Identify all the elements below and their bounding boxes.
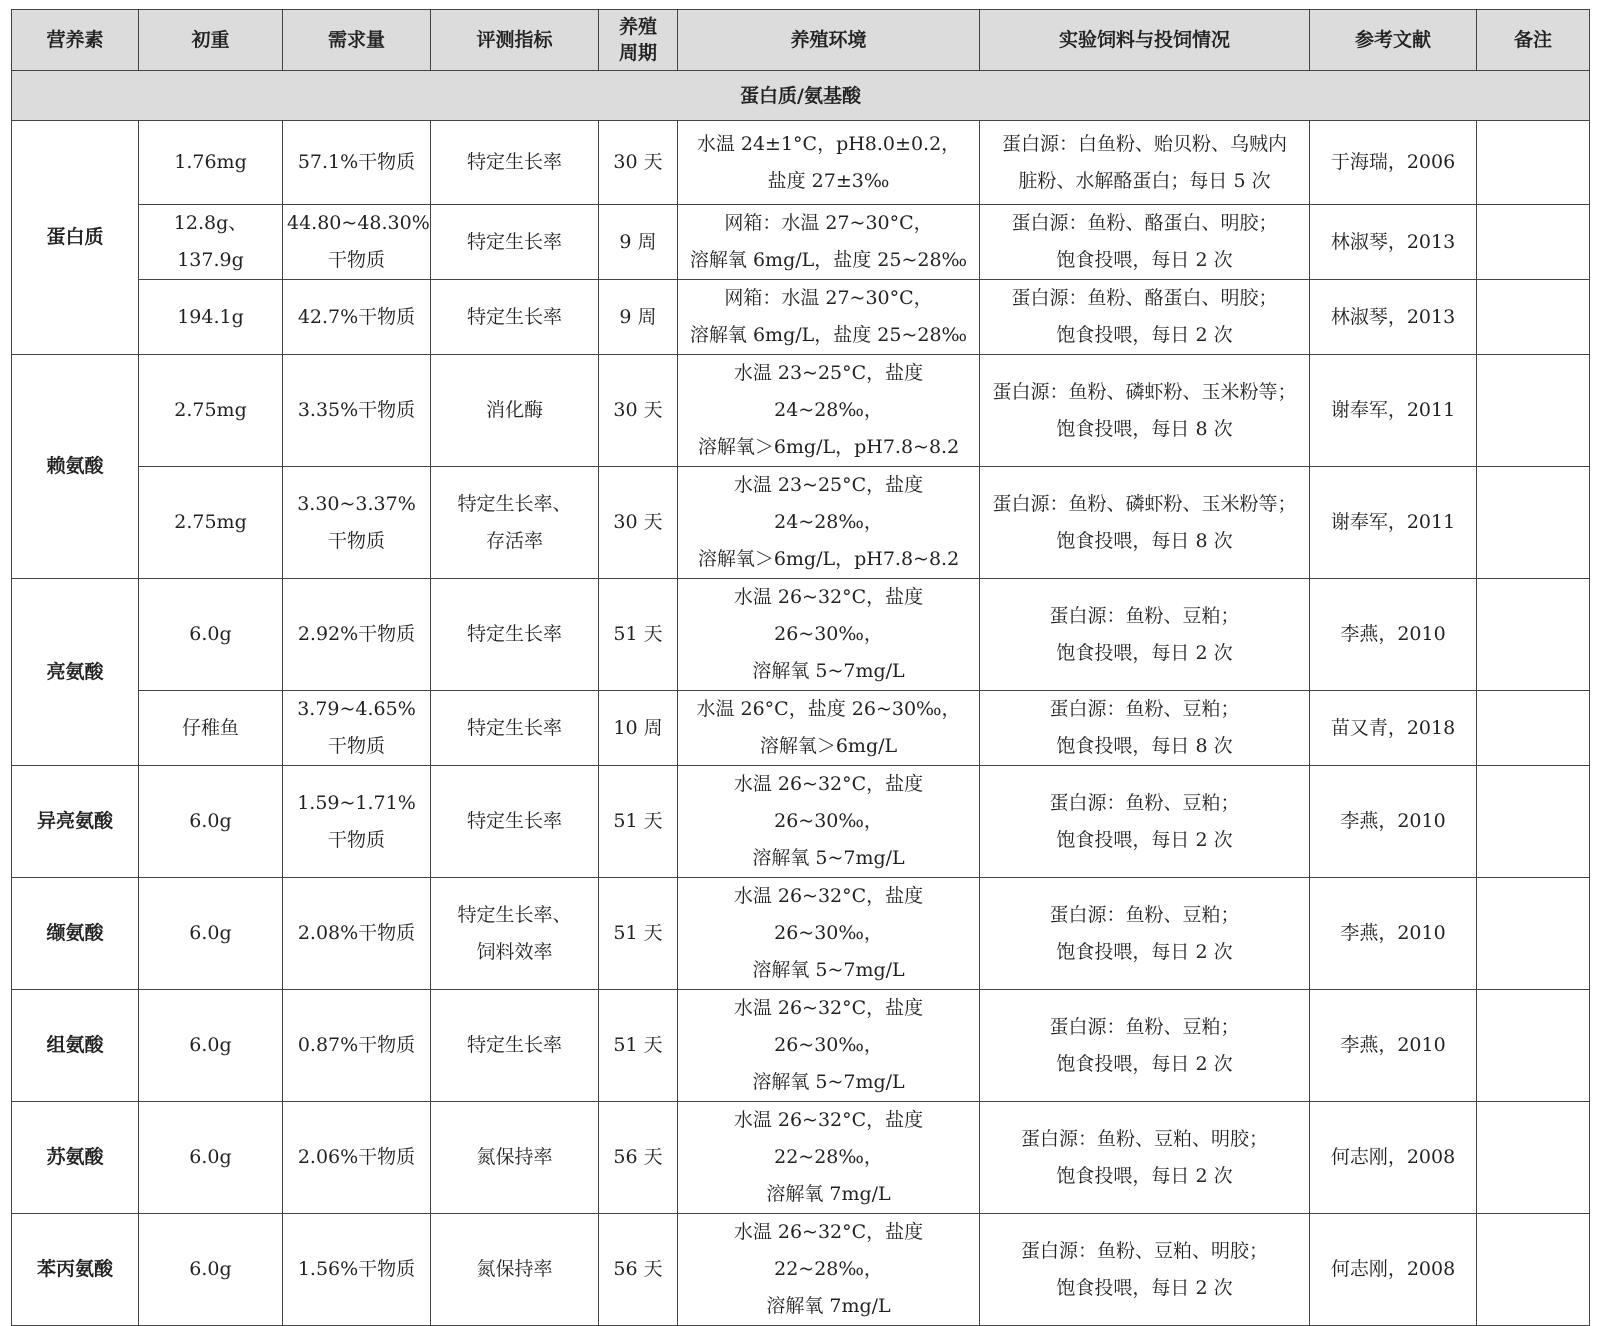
environment-cell <box>678 467 980 579</box>
requirement-cell-line: 1.59~1.71% <box>297 791 416 814</box>
indicator-cell <box>431 878 599 990</box>
environment-cell <box>678 691 980 766</box>
initial-weight-cell: 6.0g <box>139 878 283 990</box>
requirement-cell <box>283 121 431 205</box>
feed-cell <box>980 1214 1310 1326</box>
reference-cell: 李燕，2010 <box>1310 579 1477 691</box>
feed-cell-line: 饱食投喂，每日 8 次 <box>1056 417 1233 440</box>
initial-weight-cell: 6.0g <box>139 990 283 1102</box>
reference-cell: 何志刚，2008 <box>1310 1214 1477 1326</box>
indicator-cell <box>431 280 599 355</box>
nutrient-name: 异亮氨酸 <box>12 766 139 878</box>
environment-cell-line: 水温 26~32°C，盐度 26~30‰， <box>733 997 924 1056</box>
indicator-cell-line: 特定生长率 <box>466 230 562 253</box>
note-cell <box>1477 990 1590 1102</box>
indicator-cell-line: 特定生长率 <box>466 151 562 173</box>
note-cell <box>1477 579 1590 691</box>
requirement-cell <box>283 205 431 280</box>
indicator-cell-line: 特定生长率 <box>466 305 562 328</box>
requirement-cell <box>283 355 431 467</box>
header-reference: 参考文献 <box>1310 10 1477 71</box>
feed-cell <box>980 990 1310 1102</box>
indicator-cell <box>431 1102 599 1214</box>
initial-weight-cell: 6.0g <box>139 766 283 878</box>
table-row <box>12 1102 1590 1214</box>
header-period-line: 养殖 <box>618 16 657 38</box>
header-period <box>599 10 678 71</box>
environment-cell <box>678 990 980 1102</box>
indicator-cell-line: 特定生长率 <box>466 716 562 739</box>
requirement-cell-line: 2.08%干物质 <box>297 922 416 944</box>
reference-cell: 谢奉军，2011 <box>1310 467 1477 579</box>
table-row <box>12 205 1590 280</box>
note-cell <box>1477 878 1590 990</box>
environment-cell-line: 水温 26~32°C，盐度 26~30‰， <box>733 885 924 944</box>
period-cell: 30 天 <box>599 355 678 467</box>
period-cell: 56 天 <box>599 1214 678 1326</box>
requirement-cell-line: 42.7%干物质 <box>297 305 416 328</box>
requirement-cell-line: 2.92%干物质 <box>297 623 416 645</box>
requirement-cell <box>283 1102 431 1214</box>
section-title: 蛋白质/氨基酸 <box>12 71 1590 121</box>
table-row <box>12 467 1590 579</box>
indicator-cell <box>431 691 599 766</box>
table-row <box>12 1214 1590 1326</box>
header-requirement: 需求量 <box>283 10 431 71</box>
feed-cell-line: 蛋白源：鱼粉、豆粕； <box>1049 604 1240 627</box>
requirement-cell-line: 干物质 <box>327 735 385 757</box>
requirement-cell <box>283 691 431 766</box>
environment-cell-line: 水温 24±1°C，pH8.0±0.2， <box>696 132 961 155</box>
feed-cell-line: 蛋白源：鱼粉、酪蛋白、明胶； <box>1011 212 1278 234</box>
note-cell <box>1477 1214 1590 1326</box>
reference-cell: 李燕，2010 <box>1310 878 1477 990</box>
nutrient-name: 组氨酸 <box>12 990 139 1102</box>
reference-cell: 林淑琴，2013 <box>1310 205 1477 280</box>
period-cell: 56 天 <box>599 1102 678 1214</box>
initial-weight-cell: 仔稚鱼 <box>139 691 283 766</box>
nutrient-name: 缬氨酸 <box>12 878 139 990</box>
indicator-cell-line: 特定生长率 <box>466 810 562 832</box>
note-cell <box>1477 280 1590 355</box>
initial-weight-cell: 6.0g <box>139 1102 283 1214</box>
environment-cell-line: 水温 26~32°C，盐度 22~28‰， <box>733 1109 924 1168</box>
reference-cell: 何志刚，2008 <box>1310 1102 1477 1214</box>
nutrient-requirements-table <box>11 9 1590 1326</box>
feed-cell-line: 饱食投喂，每日 8 次 <box>1056 529 1233 552</box>
feed-cell-line: 饱食投喂，每日 2 次 <box>1056 940 1233 963</box>
requirement-cell-line: 干物质 <box>327 828 385 851</box>
header-note: 备注 <box>1477 10 1590 71</box>
environment-cell-line: 溶解氧＞6mg/L <box>759 735 898 757</box>
nutrient-name: 蛋白质 <box>12 121 139 355</box>
environment-cell-line: 溶解氧＞6mg/L，pH7.8~8.2 <box>697 548 960 570</box>
environment-cell <box>678 878 980 990</box>
section-row <box>12 71 1590 121</box>
environment-cell <box>678 579 980 691</box>
period-cell: 9 周 <box>599 205 678 280</box>
requirement-cell <box>283 990 431 1102</box>
initial-weight-cell: 2.75mg <box>139 355 283 467</box>
feed-cell <box>980 205 1310 280</box>
feed-cell-line: 蛋白源：鱼粉、豆粕； <box>1049 698 1240 720</box>
environment-cell <box>678 205 980 280</box>
period-cell: 51 天 <box>599 766 678 878</box>
initial-weight-cell: 194.1g <box>139 280 283 355</box>
requirement-cell-line: 干物质 <box>327 529 385 552</box>
feed-cell-line: 蛋白源：鱼粉、豆粕； <box>1049 903 1240 926</box>
requirement-cell <box>283 878 431 990</box>
period-cell: 30 天 <box>599 467 678 579</box>
feed-cell-line: 蛋白源：白鱼粉、贻贝粉、乌贼内 <box>1001 132 1287 155</box>
requirement-cell-line: 3.35%干物质 <box>297 399 416 421</box>
environment-cell-line: 溶解氧 7mg/L <box>766 1295 891 1317</box>
table-row <box>12 121 1590 205</box>
note-cell <box>1477 691 1590 766</box>
indicator-cell <box>431 205 599 280</box>
table-row <box>12 766 1590 878</box>
environment-cell-line: 溶解氧＞6mg/L，pH7.8~8.2 <box>697 436 960 458</box>
period-cell: 10 周 <box>599 691 678 766</box>
indicator-cell <box>431 766 599 878</box>
environment-cell <box>678 766 980 878</box>
feed-cell-line: 饱食投喂，每日 2 次 <box>1056 641 1233 664</box>
feed-cell <box>980 280 1310 355</box>
feed-cell-line: 蛋白源：鱼粉、磷虾粉、玉米粉等； <box>992 492 1297 515</box>
nutrient-name: 苏氨酸 <box>12 1102 139 1214</box>
initial-weight-cell: 2.75mg <box>139 467 283 579</box>
indicator-cell <box>431 579 599 691</box>
reference-cell: 谢奉军，2011 <box>1310 355 1477 467</box>
period-cell: 9 周 <box>599 280 678 355</box>
feed-cell-line: 饱食投喂，每日 2 次 <box>1056 324 1233 346</box>
feed-cell-line: 蛋白源：鱼粉、豆粕、明胶； <box>1020 1127 1268 1150</box>
header-feed: 实验饲料与投饲情况 <box>980 10 1310 71</box>
environment-cell-line: 溶解氧 5~7mg/L <box>752 660 905 682</box>
indicator-cell-line: 饲料效率 <box>476 940 553 963</box>
table-row <box>12 579 1590 691</box>
reference-cell: 李燕，2010 <box>1310 766 1477 878</box>
environment-cell-line: 网箱：水温 27~30°C， <box>724 287 933 309</box>
environment-cell-line: 水温 23~25°C，盐度 24~28‰， <box>733 362 924 421</box>
note-cell <box>1477 121 1590 205</box>
header-initial-weight: 初重 <box>139 10 283 71</box>
table-row <box>12 280 1590 355</box>
requirement-cell-line: 3.30~3.37% <box>297 492 416 515</box>
environment-cell <box>678 1214 980 1326</box>
note-cell <box>1477 355 1590 467</box>
environment-cell-line: 水温 23~25°C，盐度 24~28‰， <box>733 474 924 533</box>
environment-cell-line: 溶解氧 5~7mg/L <box>752 959 905 981</box>
feed-cell <box>980 467 1310 579</box>
requirement-cell-line: 3.79~4.65% <box>297 698 416 720</box>
reference-cell: 苗又青，2018 <box>1310 691 1477 766</box>
reference-cell: 李燕，2010 <box>1310 990 1477 1102</box>
initial-weight-cell: 6.0g <box>139 1214 283 1326</box>
header-environment: 养殖环境 <box>678 10 980 71</box>
note-cell <box>1477 766 1590 878</box>
initial-weight-cell: 6.0g <box>139 579 283 691</box>
environment-cell-line: 溶解氧 7mg/L <box>766 1183 891 1205</box>
indicator-cell-line: 特定生长率 <box>466 1034 562 1056</box>
reference-cell: 于海瑞，2006 <box>1310 121 1477 205</box>
feed-cell-line: 饱食投喂，每日 2 次 <box>1056 1052 1233 1075</box>
requirement-cell-line: 44.80~48.30% <box>287 212 430 234</box>
environment-cell-line: 溶解氧 5~7mg/L <box>752 847 905 869</box>
requirement-cell <box>283 766 431 878</box>
header-row <box>12 10 1590 71</box>
environment-cell <box>678 280 980 355</box>
requirement-cell <box>283 280 431 355</box>
header-indicator: 评测指标 <box>431 10 599 71</box>
environment-cell-line: 溶解氧 6mg/L，盐度 25~28‰ <box>689 249 968 271</box>
feed-cell <box>980 691 1310 766</box>
feed-cell-line: 饱食投喂，每日 2 次 <box>1056 1164 1233 1187</box>
environment-cell-line: 水温 26~32°C，盐度 26~30‰， <box>733 586 924 645</box>
feed-cell-line: 蛋白源：鱼粉、豆粕； <box>1049 791 1240 814</box>
indicator-cell-line: 氮保持率 <box>476 1146 553 1168</box>
note-cell <box>1477 1102 1590 1214</box>
feed-cell <box>980 878 1310 990</box>
feed-cell <box>980 579 1310 691</box>
feed-cell-line: 饱食投喂，每日 2 次 <box>1056 828 1233 851</box>
indicator-cell-line: 存活率 <box>485 529 543 552</box>
feed-cell <box>980 121 1310 205</box>
requirement-cell <box>283 579 431 691</box>
environment-cell <box>678 121 980 205</box>
environment-cell <box>678 355 980 467</box>
indicator-cell-line: 特定生长率、 <box>457 903 572 926</box>
indicator-cell <box>431 990 599 1102</box>
reference-cell: 林淑琴，2013 <box>1310 280 1477 355</box>
feed-cell-line: 饱食投喂，每日 2 次 <box>1056 1276 1233 1299</box>
header-nutrient: 营养素 <box>12 10 139 71</box>
note-cell <box>1477 205 1590 280</box>
nutrient-name: 赖氨酸 <box>12 355 139 579</box>
requirement-cell-line: 1.56%干物质 <box>297 1258 416 1280</box>
nutrient-name: 亮氨酸 <box>12 579 139 766</box>
indicator-cell-line: 特定生长率、 <box>457 492 572 515</box>
initial-weight-cell: 1.76mg <box>139 121 283 205</box>
environment-cell-line: 溶解氧 6mg/L，盐度 25~28‰ <box>689 324 968 346</box>
requirement-cell-line: 2.06%干物质 <box>297 1146 416 1168</box>
environment-cell-line: 水温 26°C，盐度 26~30‰， <box>696 698 961 720</box>
requirement-cell <box>283 467 431 579</box>
feed-cell-line: 脏粉、水解酪蛋白；每日 5 次 <box>1018 169 1271 192</box>
environment-cell <box>678 1102 980 1214</box>
period-cell: 51 天 <box>599 579 678 691</box>
requirement-cell <box>283 1214 431 1326</box>
table-row <box>12 990 1590 1102</box>
feed-cell <box>980 766 1310 878</box>
feed-cell <box>980 355 1310 467</box>
indicator-cell <box>431 121 599 205</box>
table-row <box>12 691 1590 766</box>
feed-cell-line: 饱食投喂，每日 2 次 <box>1056 249 1233 271</box>
environment-cell-line: 盐度 27±3‰ <box>767 169 890 192</box>
note-cell <box>1477 467 1590 579</box>
indicator-cell-line: 氮保持率 <box>476 1258 553 1280</box>
feed-cell-line: 蛋白源：鱼粉、豆粕、明胶； <box>1020 1239 1268 1262</box>
requirement-cell-line: 干物质 <box>327 249 385 271</box>
requirement-cell-line: 57.1%干物质 <box>297 151 416 173</box>
period-cell: 30 天 <box>599 121 678 205</box>
indicator-cell <box>431 1214 599 1326</box>
indicator-cell-line: 特定生长率 <box>466 623 562 645</box>
environment-cell-line: 网箱：水温 27~30°C， <box>724 212 933 234</box>
table-body <box>12 71 1590 1326</box>
initial-weight-cell: 12.8g、137.9g <box>139 205 283 280</box>
feed-cell-line: 饱食投喂，每日 8 次 <box>1056 735 1233 757</box>
requirement-cell-line: 0.87%干物质 <box>297 1034 416 1056</box>
feed-cell-line: 蛋白源：鱼粉、酪蛋白、明胶； <box>1011 287 1278 309</box>
period-cell: 51 天 <box>599 878 678 990</box>
feed-cell-line: 蛋白源：鱼粉、豆粕； <box>1049 1015 1240 1038</box>
nutrient-name: 苯丙氨酸 <box>12 1214 139 1326</box>
environment-cell-line: 溶解氧 5~7mg/L <box>752 1071 905 1093</box>
feed-cell-line: 蛋白源：鱼粉、磷虾粉、玉米粉等； <box>992 380 1297 403</box>
indicator-cell <box>431 355 599 467</box>
environment-cell-line: 水温 26~32°C，盐度 26~30‰， <box>733 773 924 832</box>
indicator-cell-line: 消化酶 <box>485 399 543 421</box>
table-row <box>12 878 1590 990</box>
table-row <box>12 355 1590 467</box>
feed-cell <box>980 1102 1310 1214</box>
header-period-line: 周期 <box>618 42 657 64</box>
indicator-cell <box>431 467 599 579</box>
environment-cell-line: 水温 26~32°C，盐度 22~28‰， <box>733 1221 924 1280</box>
period-cell: 51 天 <box>599 990 678 1102</box>
